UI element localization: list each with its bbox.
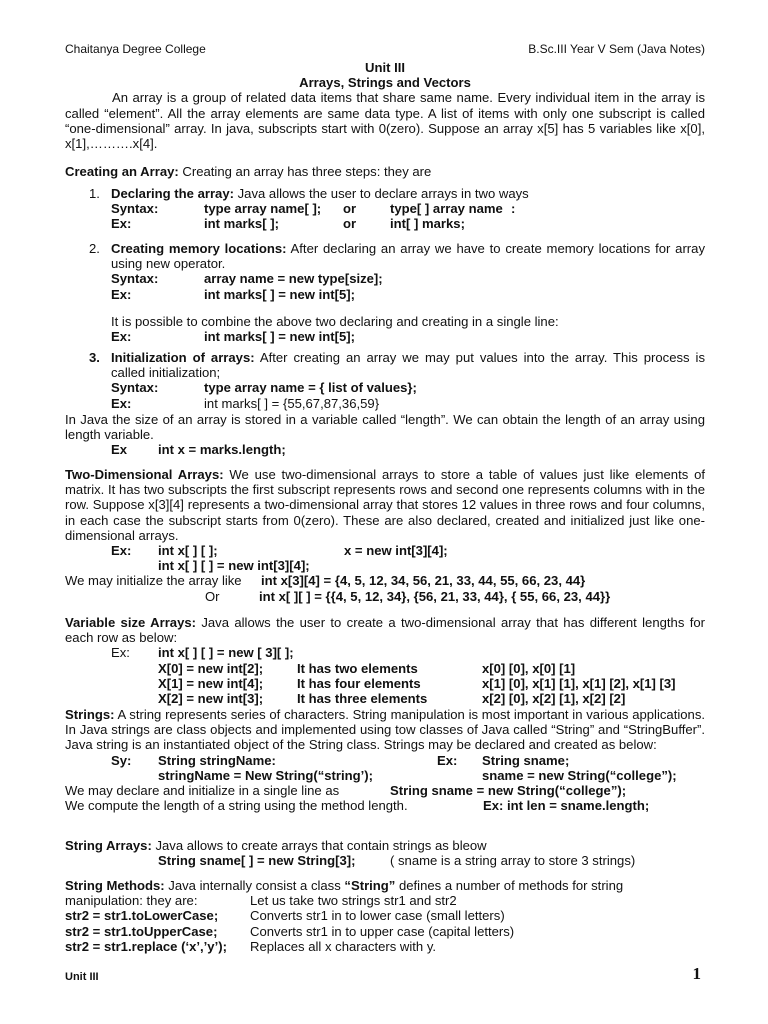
single-line-text: We may declare and initialize in a single line as bbox=[65, 782, 340, 798]
creating-text: Creating an array has three steps: they are bbox=[178, 164, 432, 179]
string-arrays-heading: String Arrays: bbox=[65, 838, 152, 853]
syntax-code-alt: type[ ] array name bbox=[390, 201, 503, 217]
example-code: int marks[ ]; bbox=[204, 216, 279, 232]
page-number: 1 bbox=[692, 964, 701, 983]
method-desc: Replaces all x characters with y. bbox=[250, 938, 437, 954]
example-code-alt: int[ ] marks; bbox=[390, 216, 465, 232]
variable-size-section bbox=[65, 615, 705, 706]
syntax-label: Syntax: bbox=[111, 271, 159, 287]
example-code: int x[ ] [ ]; bbox=[158, 543, 218, 559]
row-desc: It has two elements bbox=[297, 660, 418, 676]
example-label: Ex: bbox=[111, 216, 132, 232]
strings-heading: Strings: bbox=[65, 707, 115, 722]
intro-paragraph: An array is a group of related data items that share same name. Every individual item in the array is called “element”. All the array elements are same data type. A list of items with only one subscript is called “one-dimensional” array. In java, subscripts start with 0(zero). Suppose an array x[5] has 5 variables like x[0], x[1],……….x[4]. bbox=[65, 90, 705, 152]
step-heading: Declaring the array: bbox=[111, 186, 234, 201]
two-dim-section bbox=[65, 467, 705, 604]
example-label: Ex: bbox=[111, 395, 132, 411]
syntax-code: type array name = { list of values}; bbox=[204, 380, 417, 396]
or-label: or bbox=[343, 201, 357, 217]
example-code: int marks[ ] = new int[5]; bbox=[204, 286, 355, 302]
step-declaring: 1. Declaring the array: Java allows the user to declare arrays in two ways Syntax: type array name[ ]; or type[ ] array name : Ex: int marks[ ]; or int[ ] marks; bbox=[89, 186, 529, 232]
step-number: 3. bbox=[89, 350, 100, 365]
example-code: int marks[ ] = new int[5]; bbox=[204, 328, 355, 344]
example-code-alt: x = new int[3][4]; bbox=[344, 543, 448, 559]
syntax-code: stringName = New String(“string’); bbox=[158, 767, 373, 783]
string-arrays-note: ( sname is a string array to store 3 strings) bbox=[390, 853, 636, 869]
step-memory bbox=[89, 241, 705, 344]
example-label: Ex: bbox=[111, 286, 132, 302]
string-arrays-section bbox=[65, 838, 705, 868]
row-code: X[2] = new int[3]; bbox=[158, 690, 264, 706]
or-label: Or bbox=[205, 588, 220, 604]
syntax-label: Syntax: bbox=[111, 201, 159, 217]
step-number: 2. bbox=[89, 241, 100, 256]
method-code: str2 = str1.toLowerCase; bbox=[65, 908, 219, 924]
string-methods-section bbox=[65, 878, 705, 954]
example-label: Ex: bbox=[111, 543, 132, 559]
init-code: int x[3][4] = {4, 5, 12, 34, 56, 21, 33, 44, 55, 66, 23, 44} bbox=[261, 573, 586, 589]
syntax-label: Syntax: bbox=[111, 380, 159, 396]
row-elements: x[0] [0], x[0] [1] bbox=[482, 660, 576, 676]
init-code-alt: int x[ ][ ] = {{4, 5, 12, 34}, {56, 21, 33, 44}, { 55, 66, 23, 44}} bbox=[259, 588, 611, 604]
step-heading: Creating memory locations: bbox=[111, 241, 287, 256]
row-desc: It has four elements bbox=[297, 675, 421, 691]
subtitle: Arrays, Strings and Vectors bbox=[299, 75, 471, 91]
two-dim-text: We use two-dimensional arrays to store a table of values just like elements of matrix. It has two subscripts the first subscript represents rows and second one represents columns with in the row. Suppose x[3][4] represents a two-dimensional array that stores 12 values in three rows and four columns, in each case the subscript starts from 0(zero). These are also declared, created and initialized just like one-dimensional arrays. bbox=[65, 467, 705, 543]
strings-text: A string represents series of characters. String manipulation is most important in various applications. In Java strings are class objects and implemented using tow classes of Java called “String” and “StringBuffer”. Java string is an instantiated object of the String class. Strings may be declared and created as below: bbox=[65, 707, 705, 753]
length-text: In Java the size of an array is stored in a variable called “length”. We can obtain the length of an array using length variable. bbox=[65, 412, 705, 443]
method-desc: Converts str1 in to upper case (capital letters) bbox=[250, 923, 515, 939]
row-elements: x[1] [0], x[1] [1], x[1] [2], x[1] [3] bbox=[482, 675, 676, 691]
methods-text: Java internally consist a class bbox=[164, 878, 345, 893]
unit-title: Unit III bbox=[364, 60, 405, 75]
length-text: We compute the length of a string using the method length. bbox=[65, 798, 408, 814]
example-label: Ex: bbox=[437, 752, 458, 768]
footer-unit: Unit III bbox=[65, 971, 99, 983]
methods-class: “String” bbox=[344, 878, 396, 893]
methods-text-line2: manipulation: they are: bbox=[65, 893, 198, 909]
row-code: X[1] = new int[4]; bbox=[158, 675, 264, 691]
example-label: Ex: bbox=[111, 328, 132, 344]
syntax-code: String stringName: bbox=[158, 752, 276, 768]
row-desc: It has three elements bbox=[297, 690, 428, 706]
row-code: X[0] = new int[2]; bbox=[158, 660, 264, 676]
step-text: After creating an array we may put values into the array. This process is called initialization; bbox=[111, 350, 706, 381]
string-arrays-text: Java allows to create arrays that contain strings as bleow bbox=[151, 838, 487, 853]
example-label: Ex: bbox=[111, 645, 130, 661]
var-size-text: Java allows the user to create a two-dimensional array that has different lengths for each row as below: bbox=[65, 615, 705, 646]
method-code: str2 = str1.toUpperCase; bbox=[65, 923, 218, 939]
example-code: String sname; bbox=[482, 752, 570, 768]
example-code: sname = new String(“college”); bbox=[482, 767, 677, 783]
document-page bbox=[65, 0, 705, 1024]
init-text: We may initialize the array like bbox=[65, 573, 242, 589]
var-size-heading: Variable size Arrays: bbox=[65, 615, 197, 630]
step-number: 1. bbox=[89, 186, 100, 201]
syntax-code: array name = new type[size]; bbox=[204, 271, 383, 287]
example-code: int x[ ] [ ] = new int[3][4]; bbox=[158, 558, 310, 574]
step-text: Java allows the user to declare arrays in two ways bbox=[233, 186, 529, 201]
methods-strings-note: Let us take two strings str1 and str2 bbox=[250, 893, 457, 909]
row-elements: x[2] [0], x[2] [1], x[2] [2] bbox=[482, 690, 626, 706]
strings-section bbox=[65, 707, 705, 813]
example-code: int x = marks.length; bbox=[158, 442, 286, 458]
syntax-code: type array name[ ]; bbox=[204, 201, 322, 217]
step-initialization bbox=[89, 350, 706, 411]
title-block bbox=[65, 60, 705, 151]
string-arrays-code: String sname[ ] = new String[3]; bbox=[158, 853, 356, 869]
syntax-label: Sy: bbox=[111, 752, 132, 768]
method-desc: Converts str1 in to lower case (small letters) bbox=[250, 908, 505, 924]
example-label: Ex bbox=[111, 442, 128, 458]
step-text: After declaring an array we have to create memory locations for array using new operator. bbox=[111, 241, 705, 272]
two-dim-heading: Two-Dimensional Arrays: bbox=[65, 467, 224, 482]
creating-heading: Creating an Array: bbox=[65, 164, 179, 179]
length-code: Ex: int len = sname.length; bbox=[483, 798, 650, 814]
single-line-code: String sname = new String(“college”); bbox=[390, 782, 627, 798]
methods-text-cont: defines a number of methods for string bbox=[395, 878, 624, 893]
header-college: Chaitanya Degree College bbox=[65, 42, 206, 56]
example-code: int marks[ ] = {55,67,87,36,59} bbox=[204, 395, 380, 411]
header-course: B.Sc.III Year V Sem (Java Notes) bbox=[528, 42, 705, 56]
step-heading: Initialization of arrays: bbox=[111, 350, 255, 365]
or-label: or bbox=[343, 216, 357, 232]
length-section bbox=[65, 412, 705, 458]
example-code: int x[ ] [ ] = new [ 3][ ]; bbox=[158, 645, 294, 661]
combine-text: It is possible to combine the above two declaring and creating in a single line: bbox=[111, 313, 559, 329]
creating-section bbox=[65, 164, 705, 179]
method-code: str2 = str1.replace (‘x’,’y’); bbox=[65, 938, 227, 954]
methods-heading: String Methods: bbox=[65, 878, 165, 893]
